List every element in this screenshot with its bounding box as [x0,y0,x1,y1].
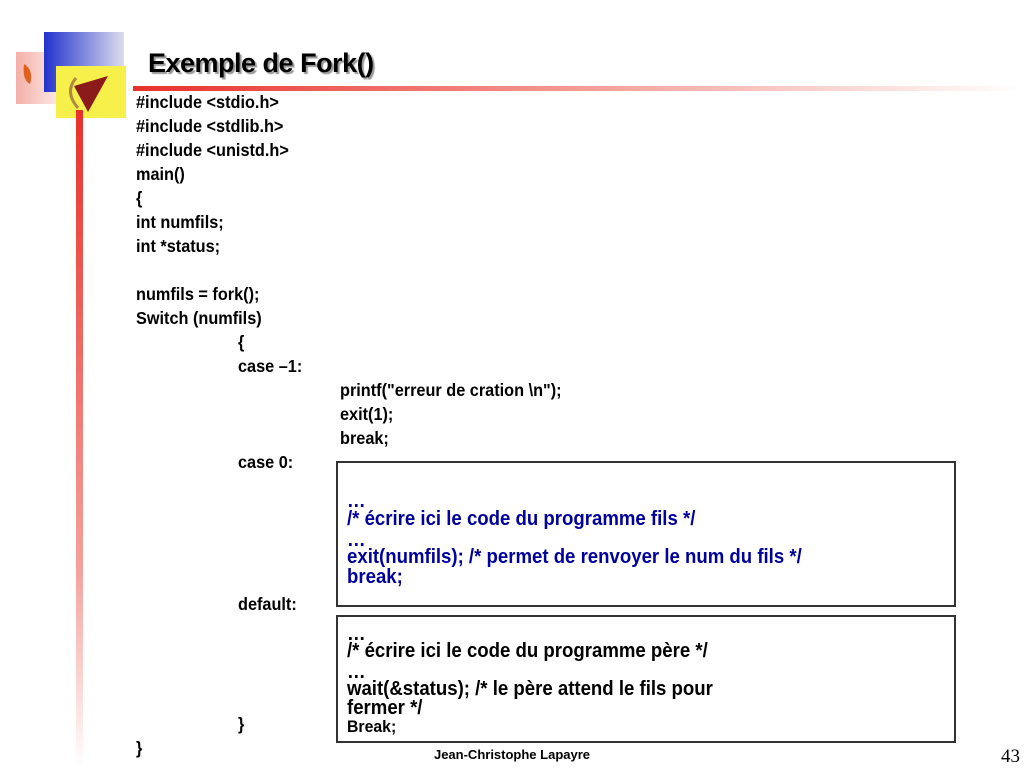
code-line: printf("erreur de cration \n"); [340,380,562,400]
code-line: case 0: [238,452,294,472]
code-line: #include <stdlib.h> [136,116,284,136]
code-line: break; [340,428,389,448]
code-line: #include <unistd.h> [136,140,289,160]
ellipsis: … [347,623,366,645]
wait-line-cont: fermer */ [347,697,423,719]
code-line: } [238,714,245,734]
ellipsis: … [347,529,366,551]
break-line: Break; [347,717,397,736]
code-line: #include <stdio.h> [136,92,279,112]
parent-comment: /* écrire ici le code du programme père */ [347,640,708,662]
break-line: break; [347,566,403,588]
code-line: { [238,332,245,352]
code-line: numfils = fork(); [136,284,260,304]
logo-decoration [16,30,136,120]
exit-line: exit(numfils); /* permet de renvoyer le num du fils */ [347,546,802,568]
logo-icon [16,30,136,120]
code-line: } [136,738,143,758]
code-line: main() [136,164,185,184]
child-code-box [336,461,956,607]
footer-author: Jean-Christophe Lapayre [433,747,591,762]
code-line: Switch (numfils) [136,308,262,328]
code-line: int numfils; [136,212,224,232]
child-comment: /* écrire ici le code du programme fils */ [347,508,696,530]
slide-title: Exemple de Fork() [148,48,374,78]
code-line: int *status; [136,236,221,256]
wait-line: wait(&status); /* le père attend le fils pour [347,678,713,700]
code-line: exit(1); [340,404,394,424]
code-line: default: [238,594,297,614]
ellipsis: … [347,661,366,683]
page-number: 43 [1001,746,1020,767]
parent-code-box [336,615,956,743]
ellipsis: … [347,490,366,512]
code-line: { [136,188,143,208]
code-line: case –1: [238,356,303,376]
side-bar-decoration [76,110,83,768]
